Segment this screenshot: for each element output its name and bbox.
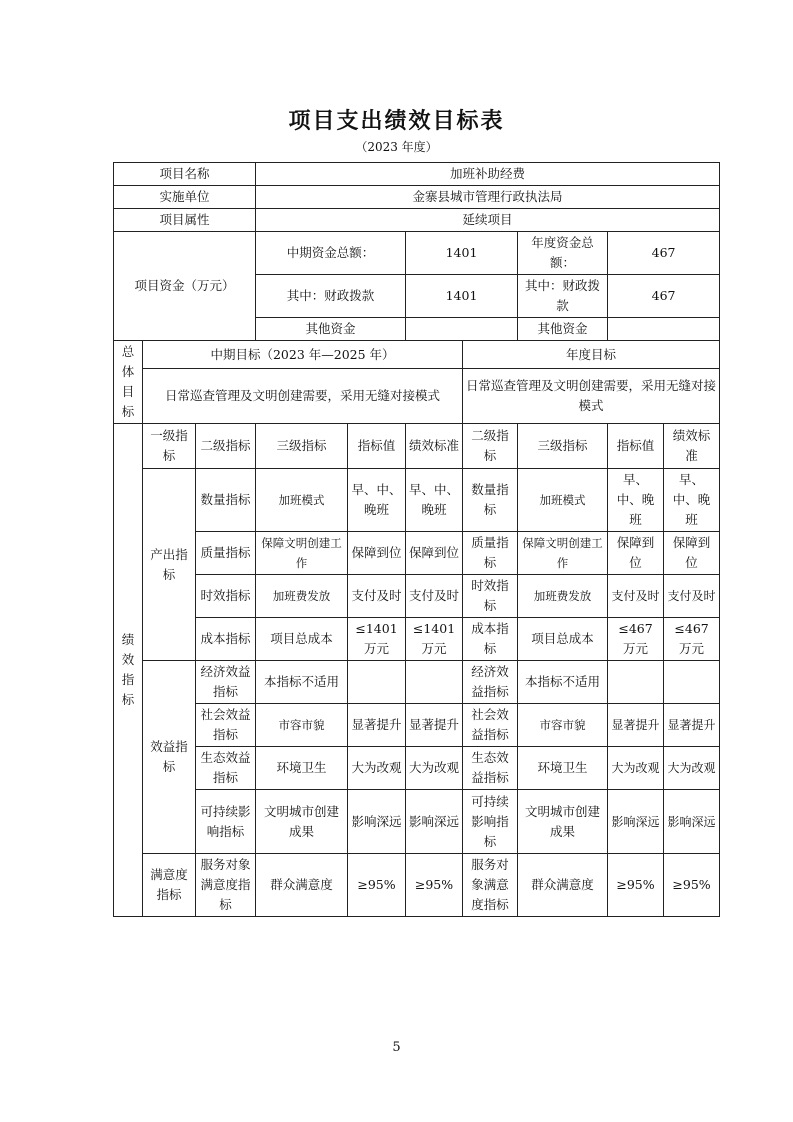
cell-standard: 保障到位 — [406, 532, 463, 575]
table-row — [114, 469, 720, 532]
year-other-value — [608, 318, 720, 341]
cell-value: 早、中、晚班 — [348, 469, 406, 532]
cell-standard: ≥95% — [406, 854, 463, 917]
cell-value: ≥95% — [348, 854, 406, 917]
document-title: 项目支出绩效目标表 — [288, 108, 505, 134]
cell-standard: 早、中、晚班 — [406, 469, 463, 532]
cell-level3: 加班模式 — [256, 469, 348, 532]
table-row — [114, 790, 720, 854]
mid-fiscal-label: 其中：财政拨款 — [256, 275, 406, 318]
cell-year-level2: 质量指标 — [463, 532, 518, 575]
cell-value — [348, 661, 406, 704]
mid-other-value — [406, 318, 518, 341]
table-row — [114, 209, 720, 232]
cell-year-level2: 成本指标 — [463, 618, 518, 661]
performance-indicator-label: 绩效指标 — [114, 424, 143, 917]
year-fiscal-label: 其中：财政拨款 — [518, 275, 608, 318]
table-row — [114, 369, 720, 424]
cell-standard: 支付及时 — [406, 575, 463, 618]
cell-value: 保障到位 — [348, 532, 406, 575]
benefit-indicator-label: 效益指标 — [143, 661, 196, 854]
cell-year-standard: 支付及时 — [664, 575, 720, 618]
cell-year-level2: 经济效益指标 — [463, 661, 518, 704]
page-number: 5 — [392, 1040, 401, 1055]
cell-level3: 加班费发放 — [256, 575, 348, 618]
cell-standard: 大为改观 — [406, 747, 463, 790]
cell-year-standard: 显著提升 — [664, 704, 720, 747]
table-row — [114, 424, 720, 469]
document-subtitle: （2023 年度） — [355, 140, 438, 154]
cell-year-value: 保障到位 — [608, 532, 664, 575]
cell-year-standard — [664, 661, 720, 704]
cell-year-standard: ≤467 万元 — [664, 618, 720, 661]
cell-level2: 可持续影响指标 — [196, 790, 256, 854]
cell-year-level3: 加班费发放 — [518, 575, 608, 618]
cell-year-level3: 环境卫生 — [518, 747, 608, 790]
table-row — [114, 186, 720, 209]
cell-level3: 市容市貌 — [256, 704, 348, 747]
cell-year-value: ≥95% — [608, 854, 664, 917]
cell-level3: 环境卫生 — [256, 747, 348, 790]
cell-year-level3: 本指标不适用 — [518, 661, 608, 704]
cell-level3: 保障文明创建工作 — [256, 532, 348, 575]
cell-year-level3: 保障文明创建工作 — [518, 532, 608, 575]
header-year-value: 指标值 — [608, 424, 664, 469]
table-row — [114, 704, 720, 747]
satisfaction-indicator-label: 满意度指标 — [143, 854, 196, 917]
cell-year-standard: 影响深远 — [664, 790, 720, 854]
year-other-label: 其他资金 — [518, 318, 608, 341]
cell-year-value: ≤467 万元 — [608, 618, 664, 661]
cell-level2: 社会效益指标 — [196, 704, 256, 747]
table-row — [114, 661, 720, 704]
header-level2: 二级指标 — [196, 424, 256, 469]
table-row — [114, 747, 720, 790]
cell-year-level2: 生态效益指标 — [463, 747, 518, 790]
header-standard: 绩效标准 — [406, 424, 463, 469]
year-goal-text: 日常巡查管理及文明创建需要，采用无缝对接模式 — [463, 369, 720, 424]
cell-year-standard: 早、中、晚班 — [664, 469, 720, 532]
project-attr-value: 延续项目 — [256, 209, 720, 232]
project-name-value: 加班补助经费 — [256, 163, 720, 186]
header-year-level2: 二级指标 — [463, 424, 518, 469]
cell-level2: 生态效益指标 — [196, 747, 256, 790]
project-attr-label: 项目属性 — [114, 209, 256, 232]
mid-total-label: 中期资金总额： — [256, 232, 406, 275]
cell-year-standard: 保障到位 — [664, 532, 720, 575]
overall-goal-label: 总体目标 — [114, 341, 143, 424]
cell-year-level2: 社会效益指标 — [463, 704, 518, 747]
cell-standard: ≤1401万元 — [406, 618, 463, 661]
table-row — [114, 163, 720, 186]
table-row — [114, 232, 720, 275]
cell-standard: 影响深远 — [406, 790, 463, 854]
cell-year-level2: 服务对象满意度指标 — [463, 854, 518, 917]
year-goal-header: 年度目标 — [463, 341, 720, 369]
header-level3: 三级指标 — [256, 424, 348, 469]
cell-year-value: 支付及时 — [608, 575, 664, 618]
project-name-label: 项目名称 — [114, 163, 256, 186]
mid-goal-header: 中期目标（2023 年—2025 年） — [143, 341, 463, 369]
year-total-value: 467 — [608, 232, 720, 275]
cell-value: 支付及时 — [348, 575, 406, 618]
cell-year-level2: 时效指标 — [463, 575, 518, 618]
mid-other-label: 其他资金 — [256, 318, 406, 341]
cell-year-value: 早、中、晚班 — [608, 469, 664, 532]
year-fiscal-value: 467 — [608, 275, 720, 318]
cell-level3: 文明城市创建成果 — [256, 790, 348, 854]
cell-year-value: 大为改观 — [608, 747, 664, 790]
cell-year-value: 影响深远 — [608, 790, 664, 854]
cell-standard — [406, 661, 463, 704]
cell-year-level2: 数量指标 — [463, 469, 518, 532]
cell-year-standard: ≥95% — [664, 854, 720, 917]
output-indicator-label: 产出指标 — [143, 469, 196, 661]
cell-standard: 显著提升 — [406, 704, 463, 747]
cell-value: 大为改观 — [348, 747, 406, 790]
cell-year-level3: 市容市貌 — [518, 704, 608, 747]
cell-year-level3: 加班模式 — [518, 469, 608, 532]
unit-label: 实施单位 — [114, 186, 256, 209]
cell-year-value: 显著提升 — [608, 704, 664, 747]
cell-value: ≤1401万元 — [348, 618, 406, 661]
cell-level2: 成本指标 — [196, 618, 256, 661]
funds-label: 项目资金（万元） — [114, 232, 256, 341]
mid-fiscal-value: 1401 — [406, 275, 518, 318]
table-row — [114, 575, 720, 618]
performance-target-table — [113, 162, 720, 917]
cell-year-level3: 群众满意度 — [518, 854, 608, 917]
cell-value: 显著提升 — [348, 704, 406, 747]
table-row — [114, 532, 720, 575]
cell-level3: 本指标不适用 — [256, 661, 348, 704]
unit-value: 金寨县城市管理行政执法局 — [256, 186, 720, 209]
table-row — [114, 341, 720, 369]
header-value: 指标值 — [348, 424, 406, 469]
cell-value: 影响深远 — [348, 790, 406, 854]
cell-level2: 时效指标 — [196, 575, 256, 618]
cell-level2: 经济效益指标 — [196, 661, 256, 704]
cell-level2: 服务对象满意度指标 — [196, 854, 256, 917]
cell-year-level3: 文明城市创建成果 — [518, 790, 608, 854]
cell-level3: 群众满意度 — [256, 854, 348, 917]
table-row — [114, 854, 720, 917]
mid-total-value: 1401 — [406, 232, 518, 275]
cell-level3: 项目总成本 — [256, 618, 348, 661]
header-level1: 一级指标 — [143, 424, 196, 469]
mid-goal-text: 日常巡查管理及文明创建需要，采用无缝对接模式 — [143, 369, 463, 424]
header-year-standard: 绩效标准 — [664, 424, 720, 469]
table-row — [114, 618, 720, 661]
cell-year-level3: 项目总成本 — [518, 618, 608, 661]
cell-level2: 数量指标 — [196, 469, 256, 532]
cell-year-value — [608, 661, 664, 704]
cell-level2: 质量指标 — [196, 532, 256, 575]
cell-year-level2: 可持续影响指标 — [463, 790, 518, 854]
year-total-label: 年度资金总额： — [518, 232, 608, 275]
cell-year-standard: 大为改观 — [664, 747, 720, 790]
header-year-level3: 三级指标 — [518, 424, 608, 469]
